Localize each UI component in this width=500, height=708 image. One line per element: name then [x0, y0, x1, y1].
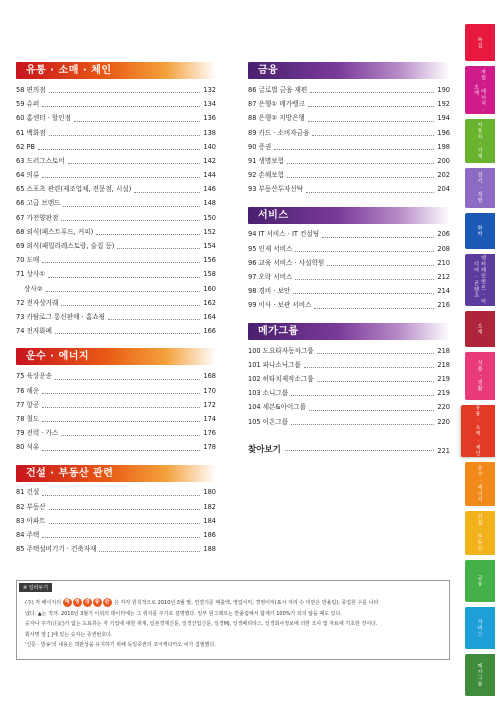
entry-title: 상사② [24, 284, 43, 293]
toc-entry[interactable] [16, 528, 216, 542]
toc-entry-list [248, 228, 450, 313]
entry-title: 73 카탈로그 통신판매 · 홈쇼핑 [16, 312, 105, 321]
toc-entry[interactable] [248, 372, 450, 386]
metric-chip: 판 [103, 598, 112, 607]
entry-title: 84 주택 [16, 531, 40, 540]
dot-leader [295, 279, 434, 280]
page-number: 194 [437, 114, 450, 123]
toc-entry[interactable] [248, 140, 450, 154]
section-header: 건설 · 부동산 관련 [16, 465, 216, 482]
section-header: 서비스 [248, 207, 450, 224]
toc-entry[interactable] [248, 400, 450, 414]
metric-chips [63, 600, 113, 606]
page-number: 134 [203, 100, 216, 109]
toc-entry[interactable] [248, 270, 450, 284]
chapter-tab[interactable]: 운수 · 에너지 [465, 462, 495, 506]
notes-line1-prefix: (주) 각 페이지의 [25, 600, 62, 606]
toc-entry[interactable] [16, 168, 216, 182]
chapter-tab[interactable]: 서비스 [465, 607, 495, 649]
entry-title: 88 은행② 지방은행 [248, 114, 305, 123]
dot-leader [49, 135, 201, 136]
dot-leader [317, 381, 435, 382]
page-number: 144 [203, 171, 216, 180]
page-number: 221 [437, 446, 450, 455]
dot-leader [134, 192, 200, 193]
entry-title: 96 교육 서비스 · 사설학원 [248, 258, 325, 267]
entry-title: 102 히타치제작소그룹 [248, 374, 314, 383]
dot-leader [42, 177, 200, 178]
dot-leader [63, 206, 200, 207]
entry-title: 77 항공 [16, 400, 40, 409]
dot-leader [48, 277, 200, 278]
toc-entry[interactable] [248, 344, 450, 358]
page-number: 146 [203, 185, 216, 194]
toc-entry[interactable] [248, 415, 450, 429]
notes-line-4: 회사명 옆 [ ]에 있는 숫자는 증권번호다. [25, 631, 113, 638]
entry-title: 85 주택설비기기 · 건축자재 [16, 545, 97, 554]
index-entry[interactable] [248, 439, 450, 455]
entry-title: 64 의류 [16, 171, 40, 180]
dot-leader [322, 237, 434, 238]
page-number: 190 [437, 85, 450, 94]
page-number: 202 [437, 171, 450, 180]
section-header: 운수 · 에너지 [16, 348, 216, 365]
dot-leader [68, 163, 201, 164]
page-number: 174 [203, 414, 216, 423]
page-number: 220 [437, 403, 450, 412]
section-header: 메가그룹 [248, 323, 450, 340]
toc-entry[interactable] [16, 267, 216, 281]
dot-leader [96, 234, 200, 235]
notes-line-1 [25, 598, 441, 609]
dot-leader [42, 407, 200, 408]
toc-entry[interactable] [248, 242, 450, 256]
toc-entry[interactable] [16, 239, 216, 253]
toc-entry[interactable] [16, 296, 216, 310]
entry-title: 98 경비 · 보안 [248, 287, 291, 296]
toc-entry[interactable] [16, 140, 216, 154]
page-number: 160 [203, 284, 216, 293]
dot-leader [42, 495, 200, 496]
notes-line-2: 냈다. ▲는 적자. 2010년 3월기 이외의 데이터에는 그 취지를 주기로 설명했다. 일부 원그래프는 반올림해서 합계가 100%가 되지 않을 때도 있다. [25, 610, 342, 617]
toc-entry[interactable] [16, 197, 216, 211]
chapter-tab[interactable]: 화학 [465, 213, 495, 249]
page-number: 154 [203, 242, 216, 251]
toc-left-column [16, 62, 216, 566]
toc-entry[interactable] [16, 154, 216, 168]
entry-title: 90 증권 [248, 142, 272, 151]
toc-entry[interactable] [248, 298, 450, 312]
chapter-tab[interactable]: 건설 · 부동산 [465, 511, 495, 555]
page-number: 220 [437, 417, 450, 426]
metric-chip: 종 [93, 598, 102, 607]
entry-title: 65 스포츠 관련(제조업체, 전문점, 시설) [16, 185, 132, 194]
toc-entry[interactable] [248, 358, 450, 372]
section-header: 유통 · 소매 · 체인 [16, 62, 216, 79]
dot-leader [74, 121, 200, 122]
page-number: 168 [203, 372, 216, 381]
entry-title: 59 슈퍼 [16, 100, 40, 109]
dot-leader [312, 135, 434, 136]
dot-leader [308, 121, 435, 122]
dot-leader [42, 262, 200, 263]
chapter-tab[interactable]: 자원 · 에너지 · 소재 [465, 66, 495, 114]
toc-section [16, 348, 216, 454]
notes-body [25, 598, 441, 651]
toc-entry[interactable] [16, 426, 216, 440]
entry-title: 67 가전양판점 [16, 213, 59, 222]
page-number: 219 [437, 374, 450, 383]
dot-leader [291, 424, 434, 425]
entry-title: 72 전자상거래 [16, 298, 59, 307]
dot-leader [42, 421, 200, 422]
entry-title: 104 세븐&아이그룹 [248, 403, 307, 412]
entry-title: 71 상사① [16, 270, 46, 279]
page-number: 182 [203, 502, 216, 511]
section-header: 금융 [248, 62, 450, 79]
page-number: 206 [437, 230, 450, 239]
entry-title: 101 파나소닉그룹 [248, 360, 301, 369]
toc-entry[interactable] [248, 97, 450, 111]
entry-title: 83 아파트 [16, 516, 46, 525]
entry-title: 82 부동산 [16, 502, 46, 511]
chapter-tab[interactable]: 소재 [465, 311, 495, 347]
entry-title: 81 건설 [16, 488, 40, 497]
page-number: 208 [437, 244, 450, 253]
entry-title: 95 인재 서비스 [248, 244, 293, 253]
chapter-tab[interactable]: 자동차 · 기계 [465, 119, 495, 163]
toc-entry-list [16, 83, 216, 338]
toc-entry[interactable] [16, 542, 216, 556]
page-number: 170 [203, 386, 216, 395]
page-number: 152 [203, 227, 216, 236]
toc-section [248, 62, 450, 197]
toc-entry[interactable] [16, 111, 216, 125]
entry-title: 100 도요타자동차그룹 [248, 346, 314, 355]
page-number: 132 [203, 85, 216, 94]
page-number: 150 [203, 213, 216, 222]
toc-entry[interactable] [16, 369, 216, 383]
entry-title: 60 홈센터 · 할인점 [16, 114, 71, 123]
page-number: 204 [437, 185, 450, 194]
page-number: 156 [203, 256, 216, 265]
toc-entry[interactable] [16, 440, 216, 454]
toc-entry-list [16, 486, 216, 557]
chapter-tab[interactable]: 식품 · 생활 [465, 352, 495, 400]
entry-title: 91 생명보험 [248, 156, 284, 165]
notes-line-3: 숫자나 주기(注記)가 없는 도표류는 각 기업에 대한 취재, 일본경제신문, 일경산업신문, 일경MJ, 일경베리타스, 일경회사정보에 의한 조사 및 자료에 기초한 것이다. [25, 621, 378, 627]
toc-entry[interactable] [16, 384, 216, 398]
toc-section [248, 207, 450, 313]
toc-entry[interactable] [248, 126, 450, 140]
toc-entry[interactable] [248, 228, 450, 242]
page-number: 216 [437, 301, 450, 310]
page-number: 178 [203, 443, 216, 452]
toc-entry-list [248, 83, 450, 197]
dot-leader [306, 192, 434, 193]
entry-title: 86 글로벌 금융 재편 [248, 85, 308, 94]
dot-leader [291, 395, 434, 396]
chapter-tab[interactable]: 금융 [465, 560, 495, 602]
page-number: 166 [203, 327, 216, 336]
toc-entry[interactable] [248, 83, 450, 97]
toc-entry[interactable] [16, 398, 216, 412]
toc-entry[interactable] [16, 253, 216, 267]
toc-entry[interactable] [16, 486, 216, 500]
dot-leader [42, 450, 200, 451]
dot-leader [117, 248, 200, 249]
toc-entry[interactable] [16, 412, 216, 426]
dot-leader [61, 435, 200, 436]
page-number: 186 [203, 531, 216, 540]
dot-leader [55, 333, 200, 334]
page-number: 198 [437, 142, 450, 151]
entry-title: 93 부동산투자신탁 [248, 185, 304, 194]
toc-entry[interactable] [16, 310, 216, 324]
dot-leader [314, 308, 434, 309]
toc-entry[interactable] [248, 168, 450, 182]
entry-title: 80 석유 [16, 443, 40, 452]
toc-entry[interactable] [16, 97, 216, 111]
page-number: 188 [203, 545, 216, 554]
chapter-tab[interactable]: 메가그룹 [465, 654, 495, 696]
dot-leader [293, 293, 434, 294]
dot-leader [287, 163, 434, 164]
toc-entry-list [248, 344, 450, 429]
toc-entry[interactable] [248, 284, 450, 298]
dot-leader [309, 410, 434, 411]
page-number: 158 [203, 270, 216, 279]
dot-leader [42, 106, 200, 107]
page-number: 142 [203, 156, 216, 165]
toc-entry[interactable] [248, 386, 450, 400]
page-number: 140 [203, 142, 216, 151]
notes-label: ※ 일러두기 [19, 583, 52, 592]
toc-entry[interactable] [16, 514, 216, 528]
entry-title: 94 IT 서비스 · IT 컨설팅 [248, 230, 320, 239]
dot-leader [49, 509, 201, 510]
dot-leader [42, 393, 200, 394]
page-number: 210 [437, 258, 450, 267]
dot-leader [295, 251, 434, 252]
page-number: 218 [437, 360, 450, 369]
page-number: 176 [203, 429, 216, 438]
dot-leader [42, 537, 200, 538]
entry-title: 97 오락 서비스 [248, 273, 293, 282]
notes-line1-suffix: 은 각각 원칙적으로 2010년 3월 말, 연결기준 매출액, 영업이익, 경영이익(표시 자리 수 미만은 반올림), 종업원 수를 나타 [114, 600, 379, 606]
dot-leader [61, 305, 200, 306]
toc-entry[interactable] [248, 256, 450, 270]
toc-entry[interactable] [16, 282, 216, 296]
page-number: 200 [437, 156, 450, 165]
entry-title: 78 철도 [16, 414, 40, 423]
entry-title: 70 도매 [16, 256, 40, 265]
toc-right-column [248, 62, 450, 455]
page-number: 180 [203, 488, 216, 497]
toc-entry[interactable] [16, 182, 216, 196]
page-number: 184 [203, 516, 216, 525]
entry-title: 89 카드 · 소비자금융 [248, 128, 310, 137]
toc-section [248, 323, 450, 429]
notes-line-5: '신문 · 방송'의 내용은 객관성을 유지하기 위해 독일증권의 코이케다카오 씨가 집필했다. [25, 642, 216, 648]
page-number: 196 [437, 128, 450, 137]
dot-leader [49, 92, 201, 93]
chapter-tab[interactable]: 유통 · 소매 · 체인 [461, 405, 495, 457]
toc-entry[interactable] [248, 111, 450, 125]
page-number: 162 [203, 298, 216, 307]
dot-leader [274, 149, 434, 150]
dot-leader [327, 265, 434, 266]
dot-leader [61, 220, 200, 221]
toc-entry[interactable] [16, 83, 216, 97]
metric-chip: 영 [73, 598, 82, 607]
page-number: 219 [437, 389, 450, 398]
toc-entry[interactable] [16, 225, 216, 239]
dot-leader [108, 319, 200, 320]
entry-title: 92 손해보험 [248, 171, 284, 180]
chapter-tab[interactable]: 특집 [465, 24, 495, 61]
entry-title: 103 소니그룹 [248, 389, 289, 398]
dot-leader [55, 379, 200, 380]
dot-leader [46, 291, 201, 292]
dot-leader [308, 106, 435, 107]
entry-title: 69 외식(패밀리레스토랑, 술집 등) [16, 242, 115, 251]
index-title: 찾아보기 [248, 444, 281, 455]
entry-title: 74 전자화폐 [16, 327, 52, 336]
metric-chip: 매 [63, 598, 72, 607]
page-number: 136 [203, 114, 216, 123]
toc-entry[interactable] [16, 500, 216, 514]
toc-section [16, 62, 216, 338]
page-number: 164 [203, 312, 216, 321]
entry-title: 68 외식(패스트푸드, 커피) [16, 227, 94, 236]
entry-title: 63 드러그스토어 [16, 156, 65, 165]
dot-leader [49, 523, 201, 524]
page-number: 172 [203, 400, 216, 409]
dot-leader [310, 92, 434, 93]
dot-leader [304, 367, 435, 368]
toc-section [16, 465, 216, 557]
chapter-tab[interactable]: 전기 · 정밀 [465, 168, 495, 208]
page-number: 192 [437, 100, 450, 109]
entry-title: 58 편의점 [16, 85, 46, 94]
page-number: 214 [437, 287, 450, 296]
toc-entry[interactable] [248, 154, 450, 168]
dot-leader [285, 450, 435, 451]
dot-leader [38, 149, 200, 150]
dot-leader [287, 177, 434, 178]
entry-title: 62 PB [16, 142, 35, 151]
dot-leader [99, 551, 200, 552]
entry-title: 87 은행① 메가뱅크 [248, 100, 305, 109]
entry-title: 61 백화점 [16, 128, 46, 137]
page-number: 148 [203, 199, 216, 208]
toc-entry[interactable] [16, 126, 216, 140]
entry-title: 76 해운 [16, 386, 40, 395]
toc-entry[interactable] [16, 324, 216, 338]
chapter-tab[interactable]: 엔터테인먼트 · 미디어 · 콘텐츠 [465, 254, 495, 306]
toc-entry-list [16, 369, 216, 454]
entry-title: 79 전력 · 가스 [16, 429, 59, 438]
notes-box [16, 580, 450, 660]
dot-leader [317, 353, 435, 354]
toc-entry[interactable] [248, 182, 450, 196]
toc-entry[interactable] [16, 211, 216, 225]
page-number: 138 [203, 128, 216, 137]
entry-title: 105 이온그룹 [248, 417, 289, 426]
metric-chip: 경 [83, 598, 92, 607]
page-number: 218 [437, 346, 450, 355]
page-number: 212 [437, 273, 450, 282]
entry-title: 75 육상운송 [16, 372, 52, 381]
entry-title: 99 이사 · 보관 서비스 [248, 301, 312, 310]
entry-title: 66 고급 브랜드 [16, 199, 61, 208]
